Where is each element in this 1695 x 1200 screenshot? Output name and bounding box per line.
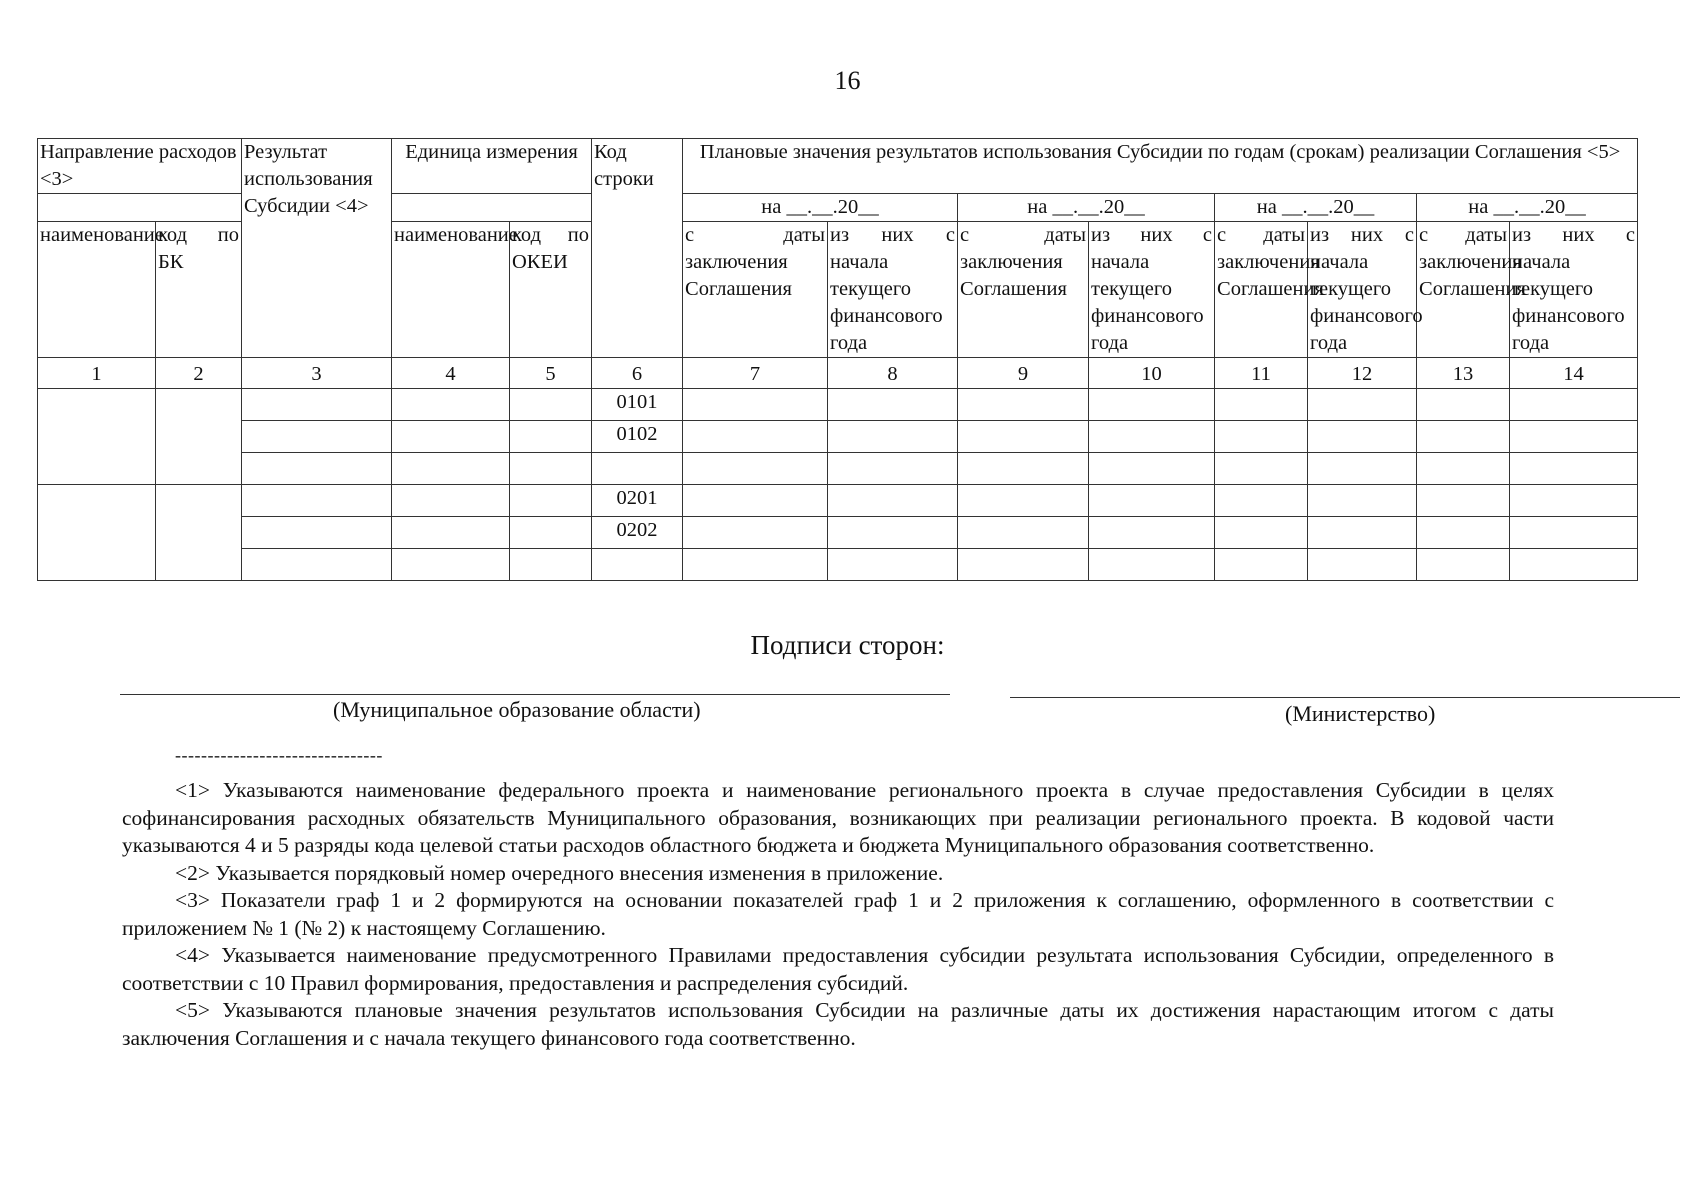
signature-caption-right: (Министерство) [1285,701,1436,726]
header-from-year-4: из них с начала текущего финансового года [1510,222,1638,358]
header-from-agreement-4: с даты заключения Соглашения [1417,222,1510,358]
header-okei: код по ОКЕИ [510,222,592,358]
table-row [38,453,1638,485]
row-code [592,453,683,485]
page-number: 16 [834,66,861,95]
table-row [38,549,1638,581]
header-date-4: на __.__.20__ [1417,194,1638,222]
signature-line-left [120,694,950,695]
header-date-1: на __.__.20__ [683,194,958,222]
column-number: 10 [1089,358,1215,389]
plan-values-table [37,138,1638,581]
column-number: 14 [1510,358,1638,389]
column-number: 2 [156,358,242,389]
row-code: 0101 [592,389,683,421]
footnote-item: <3> Показатели граф 1 и 2 формируются на основании показателей граф 1 и 2 приложения к соглашению, оформленного в соответствии с приложением № 1 (№ 2) к настоящему Соглашению. [122,888,1554,940]
header-kbk: код по БК [156,222,242,358]
footnotes [122,777,1554,1052]
header-from-agreement-3: с даты заключения Соглашения [1215,222,1308,358]
header-name: наименование [38,222,156,358]
column-number: 1 [38,358,156,389]
header-from-year-3: из них с начала текущего финансового года [1308,222,1417,358]
header-date-2: на __.__.20__ [958,194,1215,222]
footnote-item: <4> Указывается наименование предусмотренного Правилами предоставления субсидии результата использования Субсидии, определенного в соответствии с 10 Правил формирования, предоставления и распределения субсидий. [122,943,1554,995]
table-row [38,389,1638,421]
signatures-title: Подписи сторон: [750,630,945,660]
row-code: 0202 [592,517,683,549]
header-direction: Направление расходов <3> [38,139,242,194]
footnote-item: <5> Указываются плановые значения результатов использования Субсидии на различные даты их достижения нарастающим итогом с даты заключения Соглашения и с начала текущего финансового года соответственно. [122,998,1554,1050]
column-number: 4 [392,358,510,389]
column-number: 3 [242,358,392,389]
row-code: 0102 [592,421,683,453]
footnote-item: <1> Указываются наименование федерального проекта и наименование регионального проекта в случае предоставления Субсидии в целях софинансирования расходных обязательств Муниципального образования, возникающих при реализации регионального проекта. В кодовой части указываются 4 и 5 разряды кода целевой статьи расходов областного бюджета и бюджета Муниципального образования соответственно. [122,778,1554,857]
column-number: 7 [683,358,828,389]
header-date-3: на __.__.20__ [1215,194,1417,222]
table-row [38,485,1638,517]
table-row [38,517,1638,549]
column-number: 11 [1215,358,1308,389]
row-code [592,549,683,581]
header-from-year-1: из них с начала текущего финансового года [828,222,958,358]
header-from-agreement-1: с даты заключения Соглашения [683,222,828,358]
column-number: 13 [1417,358,1510,389]
signature-line-right [1010,697,1680,698]
column-number: 9 [958,358,1089,389]
column-number: 6 [592,358,683,389]
column-number: 12 [1308,358,1417,389]
footnote-item: <2> Указывается порядковый номер очередного внесения изменения в приложение. [175,860,944,885]
column-number: 8 [828,358,958,389]
column-number: 5 [510,358,592,389]
column-numbers-row [38,358,1638,389]
header-code: Код строки [592,139,683,358]
header-from-agreement-2: с даты заключения Соглашения [958,222,1089,358]
header-result: Результат использования Субсидии <4> [242,139,392,358]
footnote-separator: -------------------------------- [175,745,383,765]
header-from-year-2: из них с начала текущего финансового года [1089,222,1215,358]
header-unit: Единица измерения [392,139,592,194]
signature-caption-left: (Муниципальное образование области) [333,697,701,722]
table-row [38,421,1638,453]
row-code: 0201 [592,485,683,517]
header-unit-name: наименование [392,222,510,358]
header-plan-values: Плановые значения результатов использования Субсидии по годам (срокам) реализации Соглашения <5> [683,139,1638,194]
